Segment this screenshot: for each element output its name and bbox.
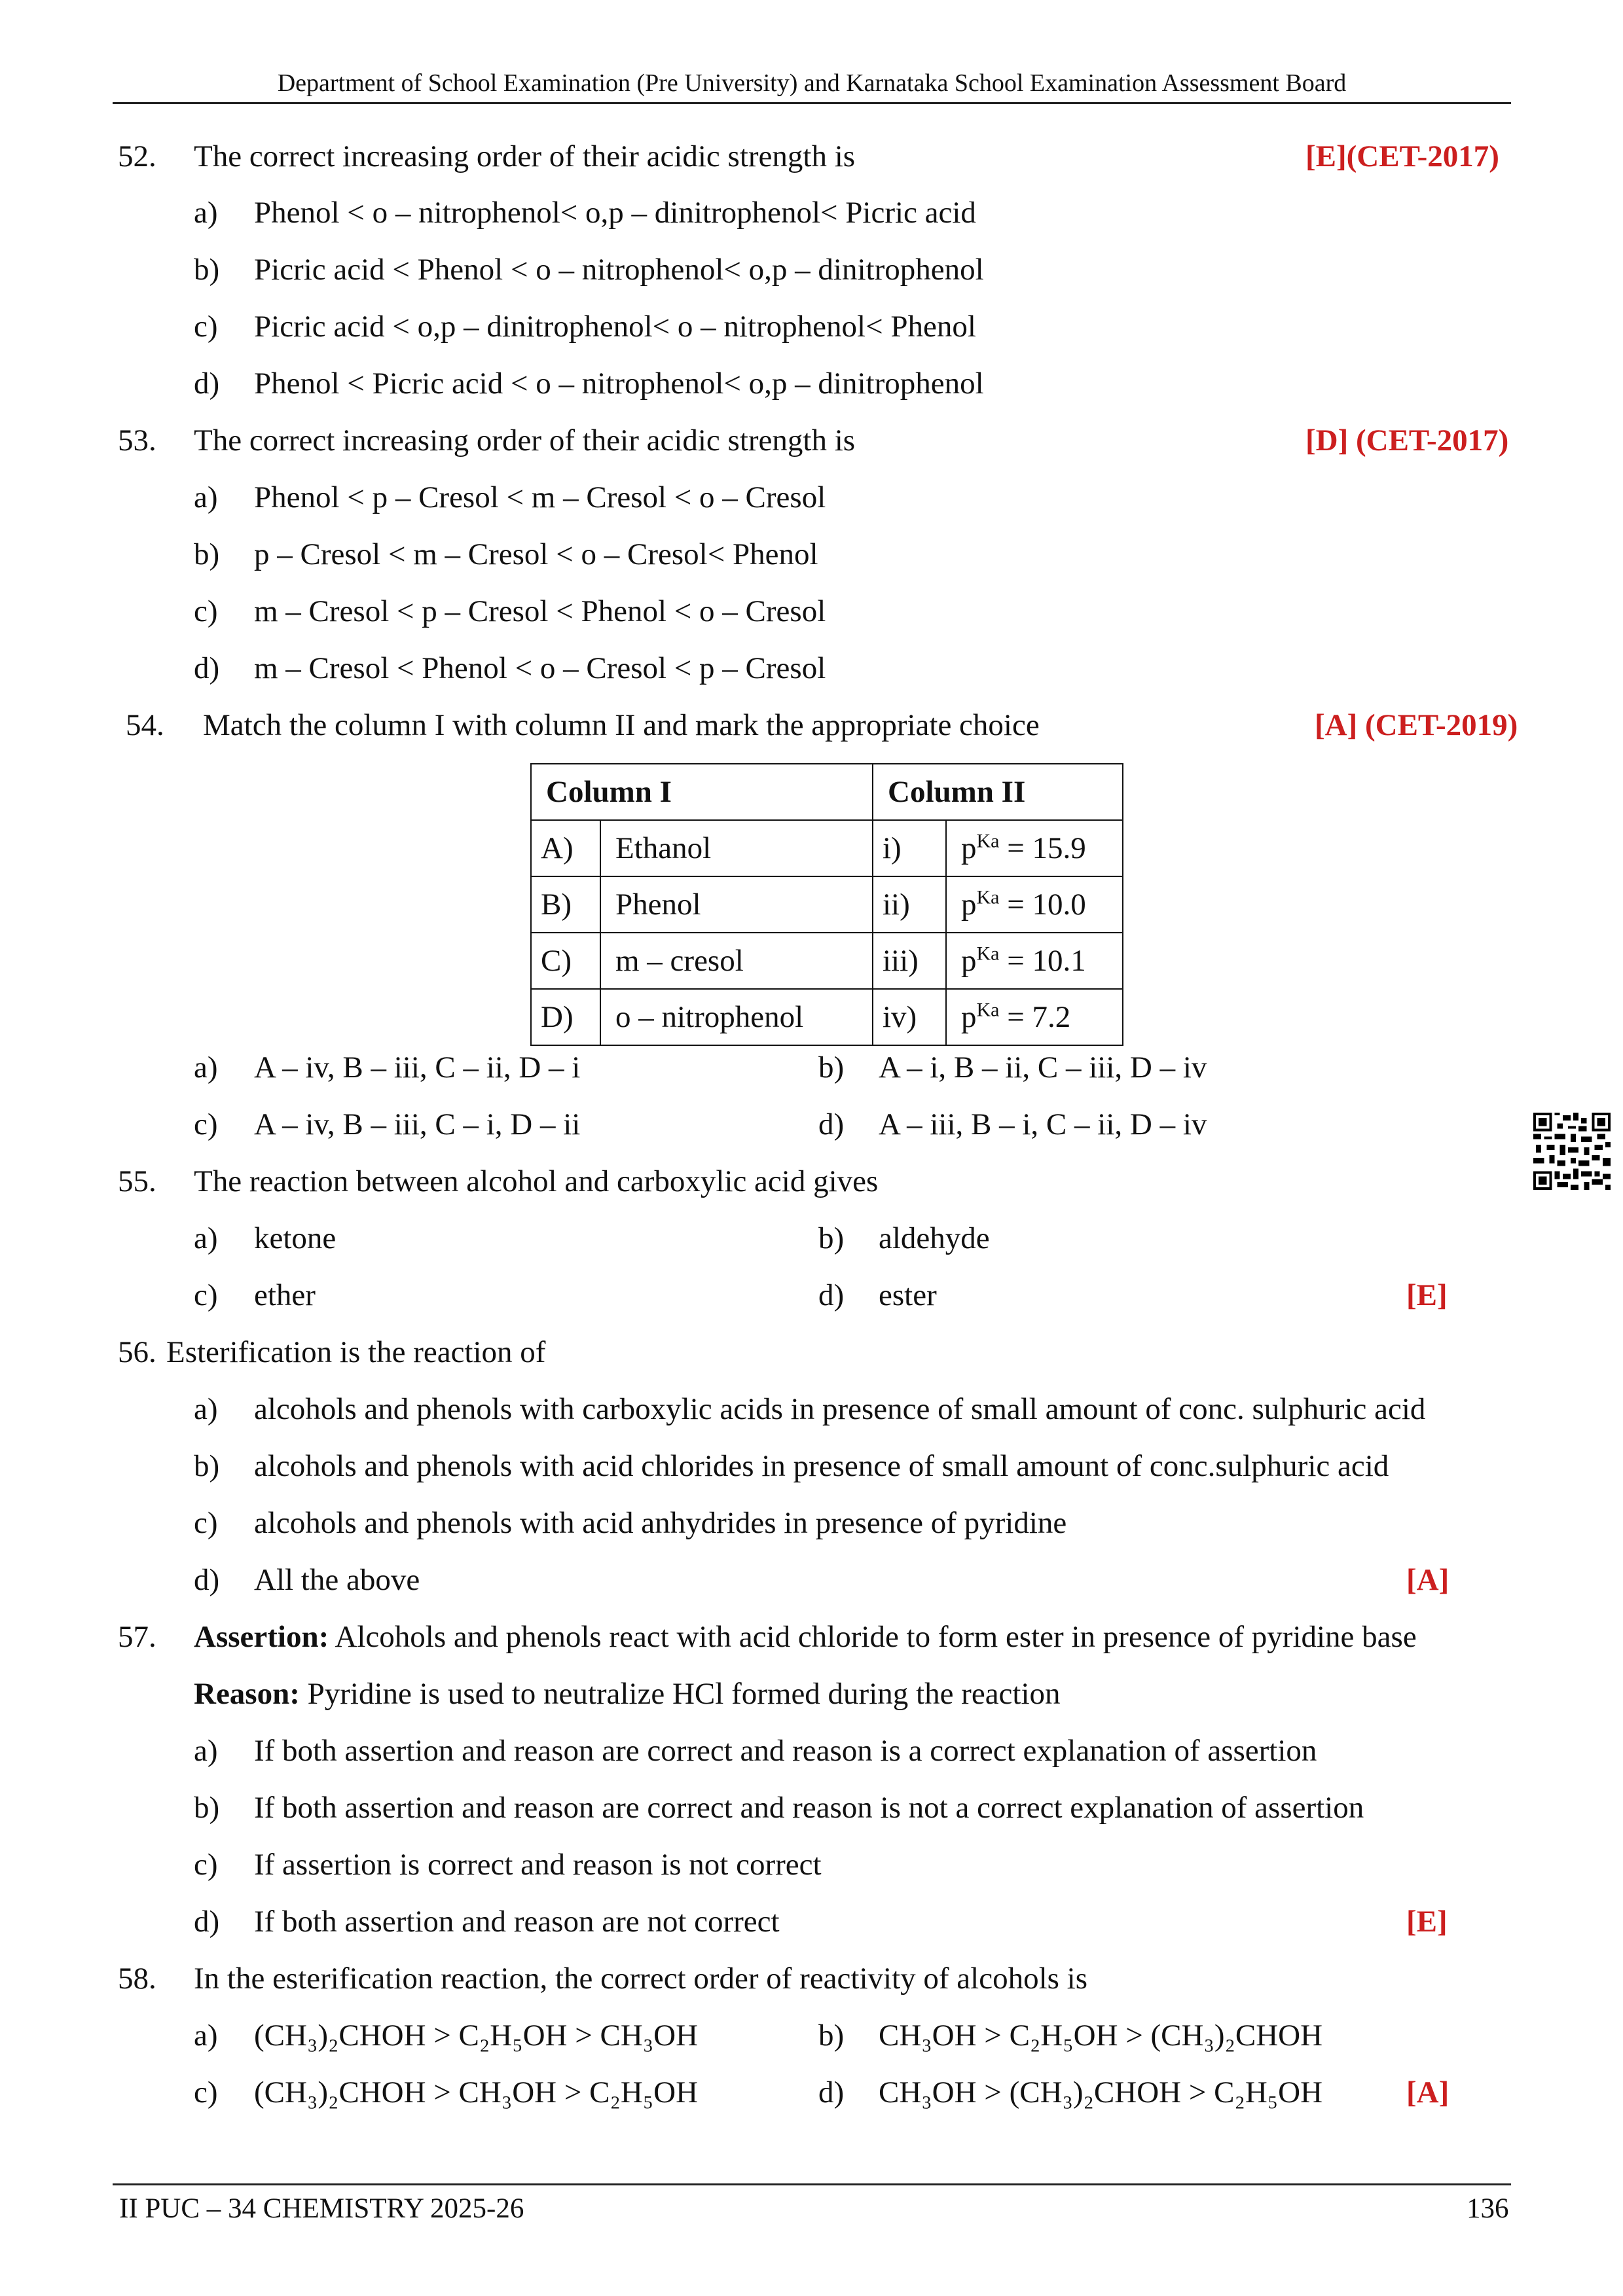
pka-p: p: [961, 1000, 977, 1034]
q58-opt-c-label: c): [194, 2075, 218, 2109]
q57-opt-b: If both assertion and reason are correct and reason is not a correct explanation of assertion: [254, 1791, 1364, 1825]
footer-rule: [113, 2183, 1511, 2185]
pka-value: = 15.9: [999, 831, 1086, 865]
row-ii-label: ii): [873, 876, 946, 933]
q52-opt-d: Phenol < Picric acid < o – nitrophenol< o,p – dinitrophenol: [254, 367, 984, 401]
row-i-value: [946, 820, 1123, 876]
q55-opt-b: aldehyde: [879, 1221, 990, 1255]
q54-opt-c: A – iv, B – iii, C – i, D – ii: [254, 1107, 581, 1141]
row-c-item: m – cresol: [600, 933, 873, 989]
q55-opt-b-label: b): [818, 1221, 845, 1255]
row-iv-value: [946, 989, 1123, 1045]
row-a-item: Ethanol: [600, 820, 873, 876]
footer-course: II PUC – 34 CHEMISTRY 2025-26: [119, 2193, 524, 2224]
row-c-label: C): [531, 933, 600, 989]
q52-opt-b-label: b): [194, 253, 220, 287]
pka-p: p: [961, 888, 977, 922]
row-d-label: D): [531, 989, 600, 1045]
q58-number: 58.: [118, 1962, 156, 1996]
q56-number: 56.: [118, 1335, 156, 1369]
q56-opt-a: alcohols and phenols with carboxylic acids in presence of small amount of conc. sulphuric acid: [254, 1392, 1426, 1426]
row-iii-value: [946, 933, 1123, 989]
header-rule: [113, 102, 1511, 104]
q53-number: 53.: [118, 423, 156, 457]
q57-opt-b-label: b): [194, 1791, 220, 1825]
q56-answer: [A]: [1406, 1563, 1450, 1597]
q52-text: The correct increasing order of their acidic strength is: [194, 139, 856, 173]
q53-opt-b: p – Cresol < m – Cresol < o – Cresol< Phenol: [254, 537, 818, 571]
q54-number: 54.: [126, 708, 164, 742]
table-row: [531, 820, 1123, 876]
table-row: [531, 876, 1123, 933]
q54-opt-a: A – iv, B – iii, C – ii, D – i: [254, 1050, 581, 1085]
q54-opt-c-label: c): [194, 1107, 218, 1141]
q52-opt-c-label: c): [194, 310, 218, 344]
row-b-label: B): [531, 876, 600, 933]
q53-opt-a-label: a): [194, 480, 218, 514]
q58-opt-b: CH₃OH > C₂H₅OH > (CH₃)₂CHOH: [879, 2018, 1323, 2053]
q53-opt-a: Phenol < p – Cresol < m – Cresol < o – Cresol: [254, 480, 826, 514]
q57-opt-d: If both assertion and reason are not correct: [254, 1905, 780, 1939]
q56-opt-b-label: b): [194, 1449, 220, 1483]
q53-opt-d: m – Cresol < Phenol < o – Cresol < p – Cresol: [254, 651, 826, 685]
q56-text: Esterification is the reaction of: [166, 1335, 546, 1369]
q52-opt-b: Picric acid < Phenol < o – nitrophenol< o,p – dinitrophenol: [254, 253, 984, 287]
row-iii-label: iii): [873, 933, 946, 989]
q55-text: The reaction between alcohol and carboxylic acid gives: [194, 1164, 879, 1198]
q52-number: 52.: [118, 139, 156, 173]
row-b-item: Phenol: [600, 876, 873, 933]
pka-sup: Ka: [976, 942, 1000, 965]
q52-opt-d-label: d): [194, 367, 220, 401]
q54-opt-d-label: d): [818, 1107, 845, 1141]
q53-answer: [D] (CET-2017): [1305, 423, 1509, 457]
assertion-label: Assertion:: [194, 1620, 329, 1654]
q53-opt-d-label: d): [194, 651, 220, 685]
q55-opt-a: ketone: [254, 1221, 337, 1255]
column-1-header: Column I: [531, 764, 873, 820]
reason-label: Reason:: [194, 1677, 300, 1711]
pka-sup: Ka: [976, 999, 1000, 1021]
q58-opt-a-label: a): [194, 2018, 218, 2053]
match-table: [530, 763, 1123, 1046]
pka-value: = 10.0: [999, 888, 1086, 922]
assertion-text: Alcohols and phenols react with acid chloride to form ester in presence of pyridine base: [329, 1620, 1417, 1654]
q55-answer: [E]: [1406, 1278, 1448, 1312]
q57-opt-d-label: d): [194, 1905, 220, 1939]
column-2-header: Column II: [873, 764, 1123, 820]
q57-assertion: [194, 1619, 1417, 1655]
q52-opt-a: Phenol < o – nitrophenol< o,p – dinitrophenol< Picric acid: [254, 196, 976, 230]
match-table-header: [531, 764, 1123, 820]
q56-opt-d: All the above: [254, 1563, 420, 1597]
pka-p: p: [961, 831, 977, 865]
q56-opt-c-label: c): [194, 1506, 218, 1540]
q54-text: Match the column I with column II and mark the appropriate choice: [203, 708, 1040, 742]
table-row: [531, 933, 1123, 989]
pka-sup: Ka: [976, 830, 1000, 852]
q54-opt-b: A – i, B – ii, C – iii, D – iv: [879, 1050, 1207, 1085]
q58-opt-b-label: b): [818, 2018, 845, 2053]
q57-number: 57.: [118, 1620, 156, 1654]
q53-opt-c-label: c): [194, 594, 218, 628]
q55-opt-d: ester: [879, 1278, 937, 1312]
pka-p: p: [961, 944, 977, 978]
q54-opt-b-label: b): [818, 1050, 845, 1085]
row-ii-value: [946, 876, 1123, 933]
q54-opt-a-label: a): [194, 1050, 218, 1085]
row-iv-label: iv): [873, 989, 946, 1045]
q57-answer: [E]: [1406, 1905, 1448, 1939]
q58-opt-a: (CH₃)₂CHOH > C₂H₅OH > CH₃OH: [254, 2018, 699, 2053]
q53-opt-b-label: b): [194, 537, 220, 571]
pka-sup: Ka: [976, 886, 1000, 908]
table-row: [531, 989, 1123, 1045]
q53-opt-c: m – Cresol < p – Cresol < Phenol < o – Cresol: [254, 594, 826, 628]
q58-answer: [A]: [1406, 2075, 1450, 2109]
q57-opt-c: If assertion is correct and reason is not correct: [254, 1848, 822, 1882]
q56-opt-b: alcohols and phenols with acid chlorides in presence of small amount of conc.sulphuric acid: [254, 1449, 1389, 1483]
q54-opt-d: A – iii, B – i, C – ii, D – iv: [879, 1107, 1207, 1141]
q55-opt-a-label: a): [194, 1221, 218, 1255]
q57-opt-a-label: a): [194, 1734, 218, 1768]
q55-opt-c: ether: [254, 1278, 316, 1312]
q52-opt-c: Picric acid < o,p – dinitrophenol< o – nitrophenol< Phenol: [254, 310, 976, 344]
page-number: 136: [1467, 2193, 1509, 2224]
pka-value: = 7.2: [999, 1000, 1071, 1034]
q56-opt-d-label: d): [194, 1563, 220, 1597]
q52-opt-a-label: a): [194, 196, 218, 230]
q58-opt-c: (CH₃)₂CHOH > CH₃OH > C₂H₅OH: [254, 2075, 699, 2109]
q55-number: 55.: [118, 1164, 156, 1198]
q55-opt-d-label: d): [818, 1278, 845, 1312]
page-header: Department of School Examination (Pre University) and Karnataka School Examination Assessment Board: [277, 69, 1347, 97]
q58-text: In the esterification reaction, the correct order of reactivity of alcohols is: [194, 1962, 1088, 1996]
q57-reason: [194, 1676, 1061, 1712]
q58-opt-d-label: d): [818, 2075, 845, 2109]
q57-opt-a: If both assertion and reason are correct and reason is a correct explanation of assertion: [254, 1734, 1317, 1768]
row-d-item: o – nitrophenol: [600, 989, 873, 1045]
reason-text: Pyridine is used to neutralize HCl formed during the reaction: [299, 1677, 1061, 1711]
q56-opt-a-label: a): [194, 1392, 218, 1426]
q57-opt-c-label: c): [194, 1848, 218, 1882]
q58-opt-d: CH₃OH > (CH₃)₂CHOH > C₂H₅OH: [879, 2075, 1323, 2109]
row-a-label: A): [531, 820, 600, 876]
pka-value: = 10.1: [999, 944, 1086, 978]
q54-answer: [A] (CET-2019): [1315, 708, 1518, 742]
q52-answer: [E](CET-2017): [1305, 139, 1499, 173]
q55-opt-c-label: c): [194, 1278, 218, 1312]
row-i-label: i): [873, 820, 946, 876]
qr-code-icon[interactable]: [1533, 1113, 1611, 1190]
q53-text: The correct increasing order of their acidic strength is: [194, 423, 856, 457]
q56-opt-c: alcohols and phenols with acid anhydrides in presence of pyridine: [254, 1506, 1067, 1540]
